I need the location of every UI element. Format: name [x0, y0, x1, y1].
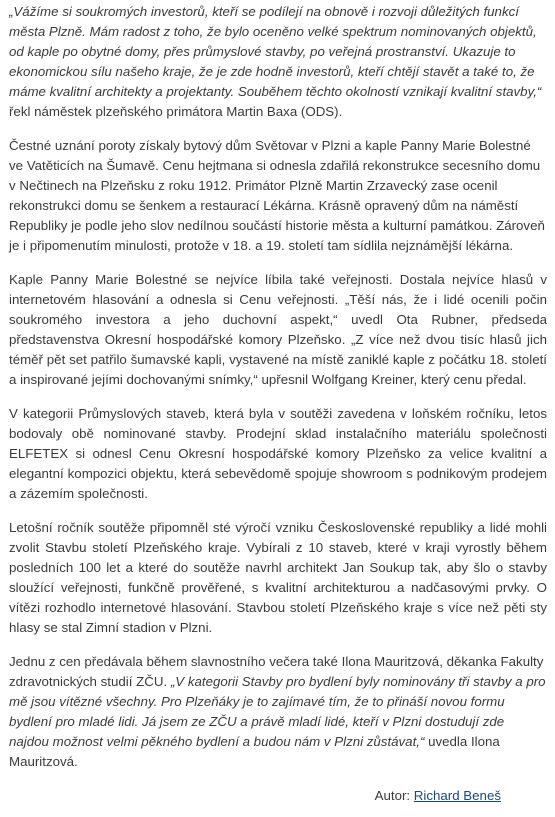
article-body — [0, 2, 555, 806]
quote-mauritzova: „V kategorii Stavby pro bydlení byly nominovány tři stavby a pro mě jsou vítězné všechny. Pro Plzeňáky je to zajímavé tím, že to přináší novou formu bydlení pro mladé lidi. Já jsem ze ZČU a právě mladí lidé, kteří v Plzni dostudují zde najdou možnost velmi pěkného bydlení a budou nám v Plzni zůstávat,“ — [9, 674, 546, 749]
paragraph-baxa-quote — [9, 2, 547, 122]
paragraph-public-award: Kaple Panny Marie Bolestné se nejvíce líbila také veřejnosti. Dostala nejvíce hlasů v internetovém hlasování a odnesla si Cenu veřejnosti. „Těší nás, že i lidé ocenili počin soukromého investora a jeho duchovní aspekt,“ uvedl Ota Rubner, předseda představenstva Okresní hospodářské komory Plzeňsko. „Z více než dvou tisíc hlasů jich téměř pět set patřilo šumavské kapli, vystavené na místě zaniklé kaple z počátku 18. století a inspirované jejími dochovanými snímky,“ upřesnil Wolfgang Kreiner, který cenu předal. — [9, 272, 547, 387]
attribution-baxa: řekl náměstek plzeňského primátora Martin Baxa (ODS). — [9, 104, 343, 119]
author-label: Autor: — [374, 788, 414, 803]
quote-baxa: „Vážíme si soukromých investorů, kteří se podílejí na obnově i rozvoji důležitých funkcí města Plzně. Mám radost z toho, že bylo oceněno velké spektrum nominovaných objektů, od kaple po obytné domy, přes průmyslové stavby, po veřejná prostranství. Ukazuje to ekonomickou sílu našeho kraje, že je zde hodně investorů, kteří chtějí stavět a také to, že máme kvalitní architekty a projektanty. Souběhem těchto okolností vznikají kvalitní stavby,“ — [9, 4, 542, 99]
intro-mauritzova: Jednu z cen předávala během slavnostního večera také Ilona Mauritzová, děkanka Fakulty zdravotnických studií ZČU. — [9, 654, 544, 689]
paragraph-building-of-century: Letošní ročník soutěže připomněl sté výročí vzniku Československé republiky a lidé mohli zvolit Stavbu století Plzeňského kraje. Vybírali z 10 staveb, které v kraji vyrostly během posledních 100 let a které do soutěže navrhl architekt Jan Soukup tak, aby šlo o stavby sloužící veřejnosti, funkčně prověřené, s kvalitní architekturou a nadčasovými prvky. O vítězi rozhodlo internetové hlasování. Stavbou století Plzeňského kraje s více než pěti sty hlasy se stal Zimní stadion v Plzni. — [9, 520, 547, 635]
author-link[interactable]: Richard Beneš — [413, 788, 501, 803]
paragraph-mauritzova — [9, 652, 547, 772]
author-line — [9, 786, 547, 806]
attribution-mauritzova: uvedla Ilona Mauritzová. — [9, 734, 500, 769]
paragraph-honorable-mentions: Čestné uznání poroty získaly bytový dům Světovar v Plzni a kaple Panny Marie Bolestné ve Vatěticích na Šumavě. Cenu hejtmana si odnesla zdařilá rekonstrukce secesního domu v Nečtinech na Plzeňsku z roku 1912. Primátor Plzně Martin Zrzavecký zase ocenil rekonstrukci domu se šenkem a restaurací Lékárna. Krásně opravený dům na náměstí Republiky je podle jeho slov nedílnou součástí historie města a kulturní památkou. Zároveň je i připomenutím minulosti, protože v 18. a 19. století tam sídlila nejznámější lékárna. — [9, 138, 545, 253]
paragraph-industrial-buildings: V kategorii Průmyslových staveb, která byla v soutěži zavedena v loňském ročníku, letos bodovaly obě nominované stavby. Prodejní sklad instalačního materiálu společnosti ELFETEX si odnesl Cenu Okresní hospodářské komory Plzeňsko za velice kvalitní a elegantní kompozici objektu, která sebevědomě spojuje showroom s podnikovým prodejem a zázemím společnosti. — [9, 406, 547, 501]
